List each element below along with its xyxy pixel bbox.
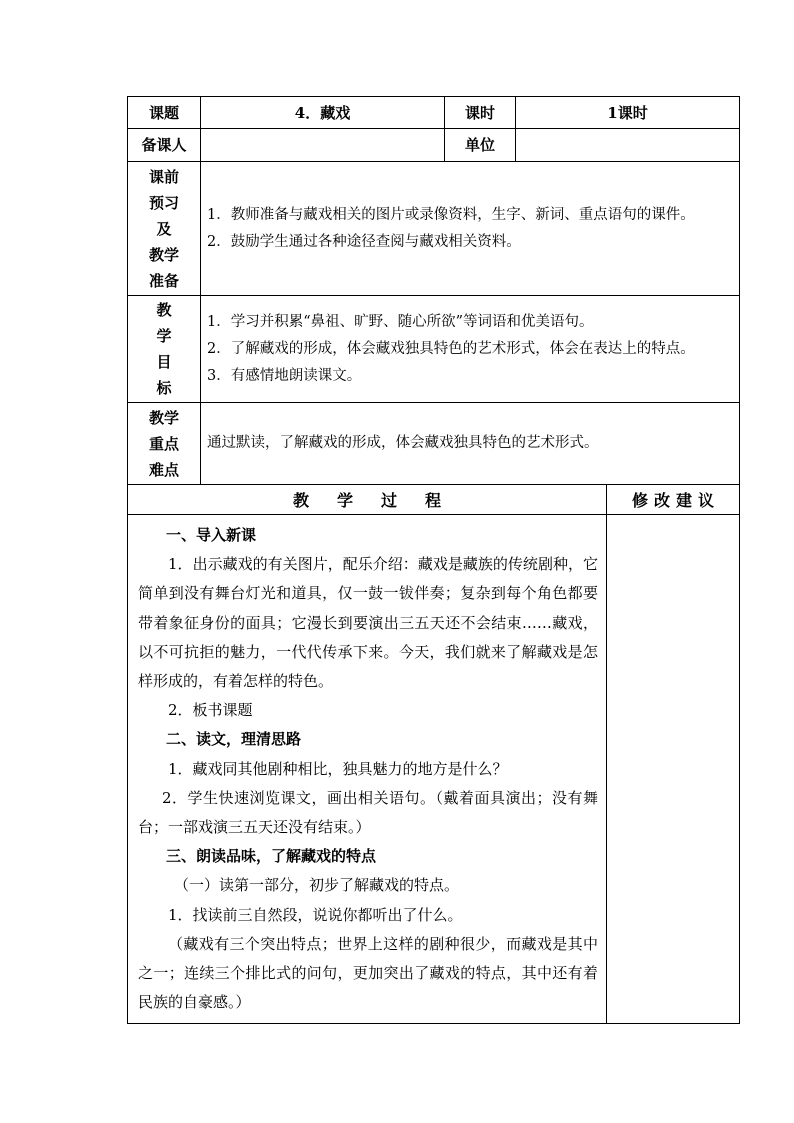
goals-label: 教 学 目 标 [128, 296, 201, 403]
preview-item: 1．教师准备与藏戏相关的图片或录像资料，生字、新词、重点语句的课件。 [207, 206, 695, 223]
process-header: 教 学 过 程 [128, 485, 607, 515]
preview-content [201, 162, 740, 296]
row-process-body [128, 515, 740, 1024]
goal-item: 2．了解藏戏的形成，体会藏戏独具特色的艺术形式，体会在表达上的特点。 [207, 340, 695, 357]
goal-item: 3．有感情地朗读课文。 [207, 367, 362, 384]
paragraph: （一）读第一部分，初步了解藏戏的特点。 [174, 876, 460, 895]
suggestion-header: 修 改 建 议 [607, 485, 740, 515]
section-title: 二、读文，理清思路 [166, 730, 302, 749]
preparer-label: 备课人 [128, 129, 201, 162]
paragraph: 2．学生快速浏览课文，画出相关语句。（戴着面具演出；没有舞台；一部戏演三五天还没有结束。） [138, 788, 598, 837]
unit-label: 单位 [445, 129, 516, 162]
goal-item: 1．学习并积累“鼻祖、旷野、随心所欲”等词语和优美语句。 [207, 313, 594, 330]
paragraph: 1．找读前三自然段，说说你都听出了什么。 [168, 905, 463, 924]
row-preparer [128, 129, 740, 162]
section-title: 三、朗读品味，了解藏戏的特点 [166, 847, 377, 866]
paragraph: （藏戏有三个突出特点；世界上这样的剧种很少，而藏戏是其中之一；连续三个排比式的问句，更加突出了藏戏的特点，其中还有着民族的自豪感。） [138, 934, 598, 1012]
row-goals [128, 296, 740, 403]
preparer-value [201, 129, 445, 162]
lesson-plan-table [127, 96, 740, 1024]
hours-value: 1课时 [516, 97, 740, 129]
unit-value [516, 129, 740, 162]
topic-value: 4．藏戏 [201, 97, 445, 129]
preview-label: 课前 预习 及 教学 准备 [128, 162, 201, 296]
process-content [128, 515, 607, 1024]
goals-content [201, 296, 740, 403]
keypoints-label: 教学 重点 难点 [128, 403, 201, 485]
section-title: 一、导入新课 [166, 526, 257, 544]
preview-item: 2．鼓励学生通过各种途径查阅与藏戏相关资料。 [207, 233, 521, 250]
paragraph: 1．出示藏戏的有关图片，配乐介绍：藏戏是藏族的传统剧种，它简单到没有舞台灯光和道具，仅一鼓一钹伴奏；复杂到每个角色都要带着象征身份的面具；它漫长到要演出三五天还不会结束……藏戏，以不可抗拒的魅力，一代代传承下来。今天，我们就来了解藏戏是怎样形成的，有着怎样的特色。 [138, 555, 598, 691]
row-process-header [128, 485, 740, 515]
topic-label: 课题 [128, 97, 201, 129]
row-topic [128, 97, 740, 129]
row-preview [128, 162, 740, 296]
paragraph: 2．板书课题 [168, 701, 253, 720]
suggestion-content [607, 515, 740, 1024]
row-keypoints [128, 403, 740, 485]
paragraph: 1．藏戏同其他剧种相比，独具魅力的地方是什么？ [168, 759, 508, 778]
keypoints-content: 通过默读，了解藏戏的形成，体会藏戏独具特色的艺术形式。 [201, 403, 740, 485]
hours-label: 课时 [445, 97, 516, 129]
